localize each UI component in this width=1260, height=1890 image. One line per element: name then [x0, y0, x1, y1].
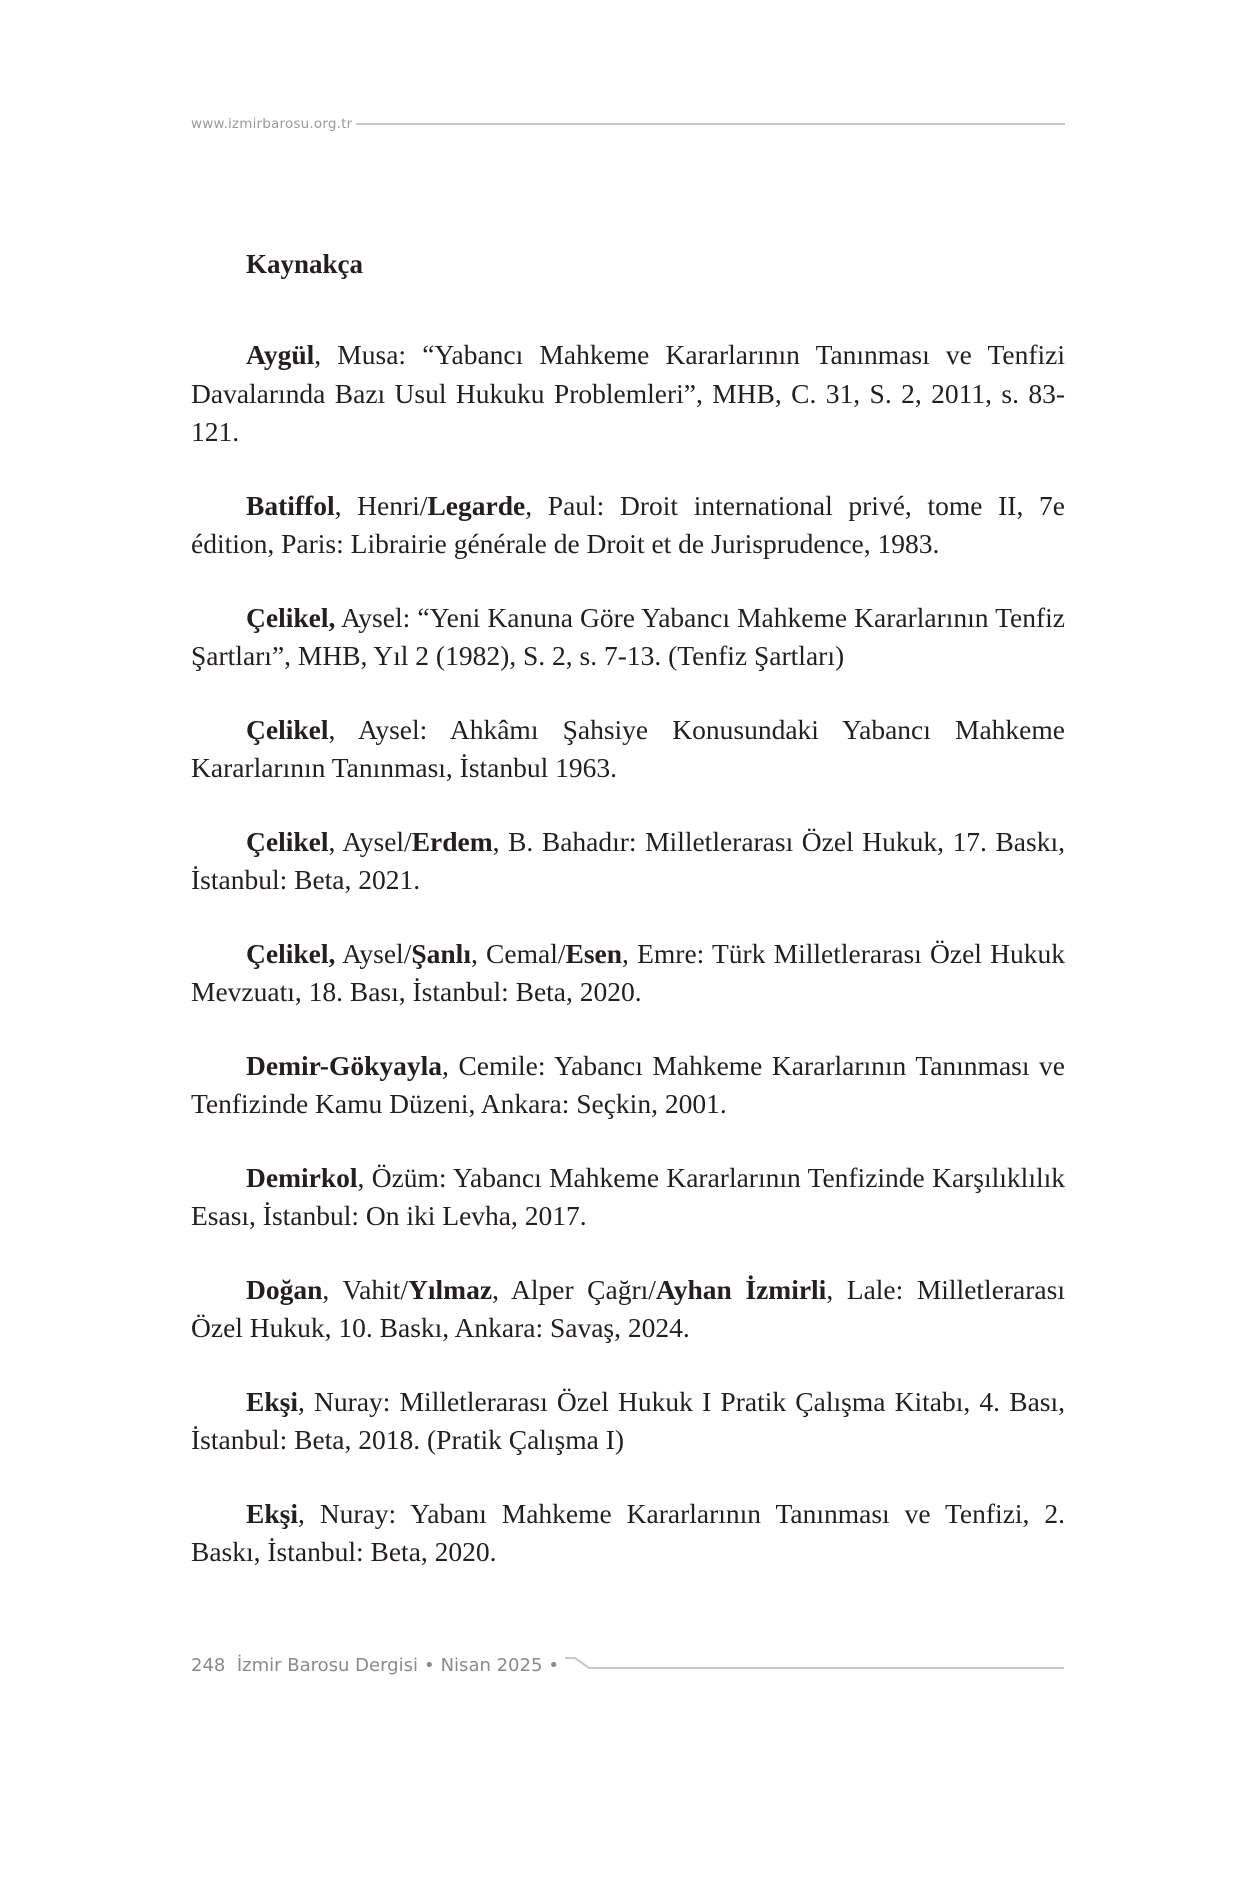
- entry-text: , Nuray: Milletlerarası Özel Hukuk I Pratik Çalışma Kitabı, 4. Bası, İstanbul: Beta, 2018. (Pratik Çalışma I): [191, 1385, 1065, 1455]
- author-name: Aygül: [246, 339, 315, 370]
- author-name: Çelikel: [246, 825, 329, 857]
- entry-text: , Lale: Milletlerarası Özel Hukuk, 10. Baskı, Ankara: Savaş, 2024.: [191, 1273, 1065, 1343]
- author-name: Çelikel: [246, 713, 329, 745]
- author-name: Ayhan İzmirli: [655, 1273, 827, 1305]
- section-heading: Kaynakça: [246, 249, 364, 279]
- entry-text: , Cemile: Yabancı Mahkeme Kararlarının Tanınması ve Tenfizinde Kamu Düzeni, Ankara: Seçkin, 2001.: [191, 1049, 1065, 1119]
- journal-name: İzmir Barosu Dergisi: [236, 1655, 418, 1676]
- author-name: Çelikel,: [246, 601, 336, 633]
- entry-text: , Paul: Droit international privé, tome II, 7e édition, Paris: Librairie générale de Droit et de Jurisprudence, 1983.: [191, 489, 1065, 559]
- author-name: Demir-Gökyayla: [246, 1049, 443, 1081]
- bibliography-entry: [191, 1495, 1065, 1572]
- page-number: 248: [191, 1655, 226, 1676]
- entry-text: , B. Bahadır: Milletlerarası Özel Hukuk, 17. Baskı, İstanbul: Beta, 2021.: [191, 825, 1065, 895]
- page-content: [191, 244, 1065, 1607]
- entry-text: , Alper Çağrı/: [492, 1273, 656, 1305]
- bibliography-entry: [191, 1383, 1065, 1460]
- author-name: Doğan: [246, 1273, 323, 1305]
- bibliography-entry: [191, 336, 1065, 452]
- bibliography-entry: [191, 823, 1065, 900]
- header-url: www.izmirbarosu.org.tr: [191, 116, 353, 132]
- footer-text: [191, 1654, 565, 1678]
- entry-text: Aysel: “Yeni Kanuna Göre Yabancı Mahkeme Kararlarının Tenfiz Şartları”, MHB, Yıl 2 (1982), S. 2, s. 7-13. (Tenfiz Şartları): [191, 601, 1065, 671]
- entry-text: , Cemal/: [470, 937, 566, 969]
- author-name: Demirkol: [246, 1161, 358, 1193]
- bibliography-entry: [191, 1047, 1065, 1124]
- page-header: [191, 111, 1065, 137]
- author-name: Çelikel,: [246, 937, 336, 969]
- entry-text: , Musa: “Yabancı Mahkeme Kararlarının Tanınması ve Tenfizi Davalarında Bazı Usul Hukuku Problemleri”, MHB, C. 31, S. 2, 2011, s. 83-121.: [191, 339, 1065, 447]
- footer-separator-end: •: [548, 1655, 560, 1676]
- entry-text: , Vahit/: [322, 1273, 409, 1305]
- entry-text: , Özüm: Yabancı Mahkeme Kararlarının Tenfizinde Karşılıklılık Esası, İstanbul: On iki Levha, 2017.: [191, 1161, 1065, 1231]
- footer-rule-line: [565, 1654, 1064, 1678]
- bibliography-entry: [191, 599, 1065, 676]
- bibliography-entry: [191, 935, 1065, 1012]
- header-rule: [356, 123, 1065, 125]
- bibliography-entry: [191, 487, 1065, 564]
- entry-text: , Emre: Türk Milletlerarası Özel Hukuk Mevzuatı, 18. Bası, İstanbul: Beta, 2020.: [191, 937, 1065, 1007]
- bibliography-list: [191, 336, 1065, 1572]
- entry-text: Aysel/: [335, 937, 412, 969]
- author-name: Batiffol: [246, 489, 335, 521]
- author-name: Şanlı: [411, 937, 471, 969]
- bibliography-entry: [191, 1159, 1065, 1236]
- footer-rule: [565, 1654, 1065, 1678]
- author-name: Erdem: [411, 825, 493, 857]
- entry-text: , Nuray: Yabanı Mahkeme Kararlarının Tanınması ve Tenfizi, 2. Baskı, İstanbul: Beta, 2020.: [191, 1497, 1065, 1567]
- entry-text: , Henri/: [334, 489, 428, 521]
- entry-text: , Aysel/: [328, 825, 412, 857]
- issue-date: Nisan 2025: [440, 1655, 543, 1676]
- bibliography-entry: [191, 711, 1065, 788]
- bibliography-entry: [191, 1271, 1065, 1348]
- page-footer: [191, 1654, 1065, 1684]
- entry-text: , Aysel: Ahkâmı Şahsiye Konusundaki Yabancı Mahkeme Kararlarının Tanınması, İstanbul 1963.: [191, 713, 1065, 783]
- footer-separator: •: [423, 1655, 435, 1676]
- author-name: Esen: [565, 937, 623, 969]
- author-name: Ekşi: [246, 1385, 298, 1417]
- author-name: Yılmaz: [408, 1273, 493, 1305]
- author-name: Legarde: [427, 489, 526, 521]
- author-name: Ekşi: [246, 1497, 298, 1529]
